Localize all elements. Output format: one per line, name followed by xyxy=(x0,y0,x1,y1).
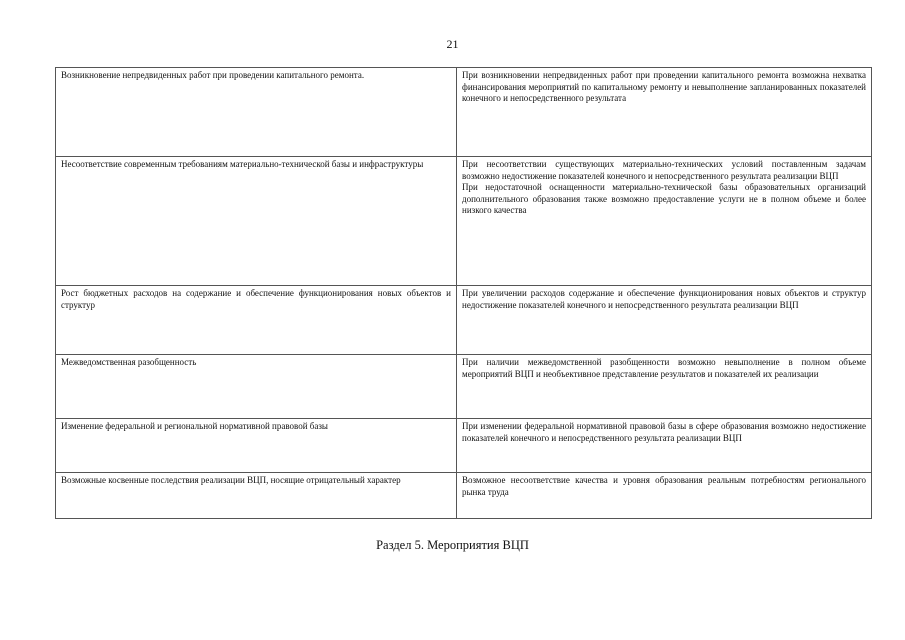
impact-text: Возможное несоответствие качества и уровня образования реальным потребностям регионального рынка труда xyxy=(462,475,866,497)
impact-text: При возникновении непредвиденных работ при проведении капитального ремонта возможна нехватка финансирования мероприятий по капитальному ремонту и невыполнение запланированных показателей конечного и непосредственного результата xyxy=(462,70,866,104)
risk-cell: Рост бюджетных расходов на содержание и обеспечение функционирования новых объектов и структур xyxy=(56,286,457,355)
page-number: 21 xyxy=(446,37,459,51)
risk-cell: Возникновение непредвиденных работ при проведении капитального ремонта. xyxy=(56,68,457,157)
impact-cell xyxy=(457,157,872,286)
impact-cell xyxy=(457,355,872,419)
risk-cell: Межведомственная разобщенность xyxy=(56,355,457,419)
risk-table xyxy=(55,67,872,519)
impact-text: При изменении федеральной нормативной правовой базы в сфере образования возможно недостижение показателей конечного и непосредственного результата реализации ВЦП xyxy=(462,421,866,443)
table-row xyxy=(56,473,872,519)
impact-text: При недостаточной оснащенности материально-технической базы образовательных организаций дополнительного образования также возможно предоставление услуги не в полном объеме и более низкого качества xyxy=(462,182,866,216)
impact-cell xyxy=(457,286,872,355)
table-row xyxy=(56,157,872,286)
risk-cell: Несоответствие современным требованиям материально-технической базы и инфраструктуры xyxy=(56,157,457,286)
table-row xyxy=(56,68,872,157)
section-title: Раздел 5. Мероприятия ВЦП xyxy=(376,538,529,552)
impact-cell xyxy=(457,419,872,473)
table-row xyxy=(56,355,872,419)
impact-text: При увеличении расходов содержание и обеспечение функционирования новых объектов и структур недостижение показателей конечного и непосредственного результата реализации ВЦП xyxy=(462,288,866,310)
impact-text: При несоответствии существующих материально-технических условий поставленным задачам возможно недостижение показателей конечного и непосредственного результата реализации ВЦП xyxy=(462,159,866,181)
table-row xyxy=(56,419,872,473)
impact-text: При наличии межведомственной разобщенности возможно невыполнение в полном объеме мероприятий ВЦП и необъективное представление результатов и показателей их реализации xyxy=(462,357,866,379)
risk-cell: Возможные косвенные последствия реализации ВЦП, носящие отрицательный характер xyxy=(56,473,457,519)
impact-cell xyxy=(457,473,872,519)
risk-cell: Изменение федеральной и региональной нормативной правовой базы xyxy=(56,419,457,473)
impact-cell xyxy=(457,68,872,157)
table-row xyxy=(56,286,872,355)
